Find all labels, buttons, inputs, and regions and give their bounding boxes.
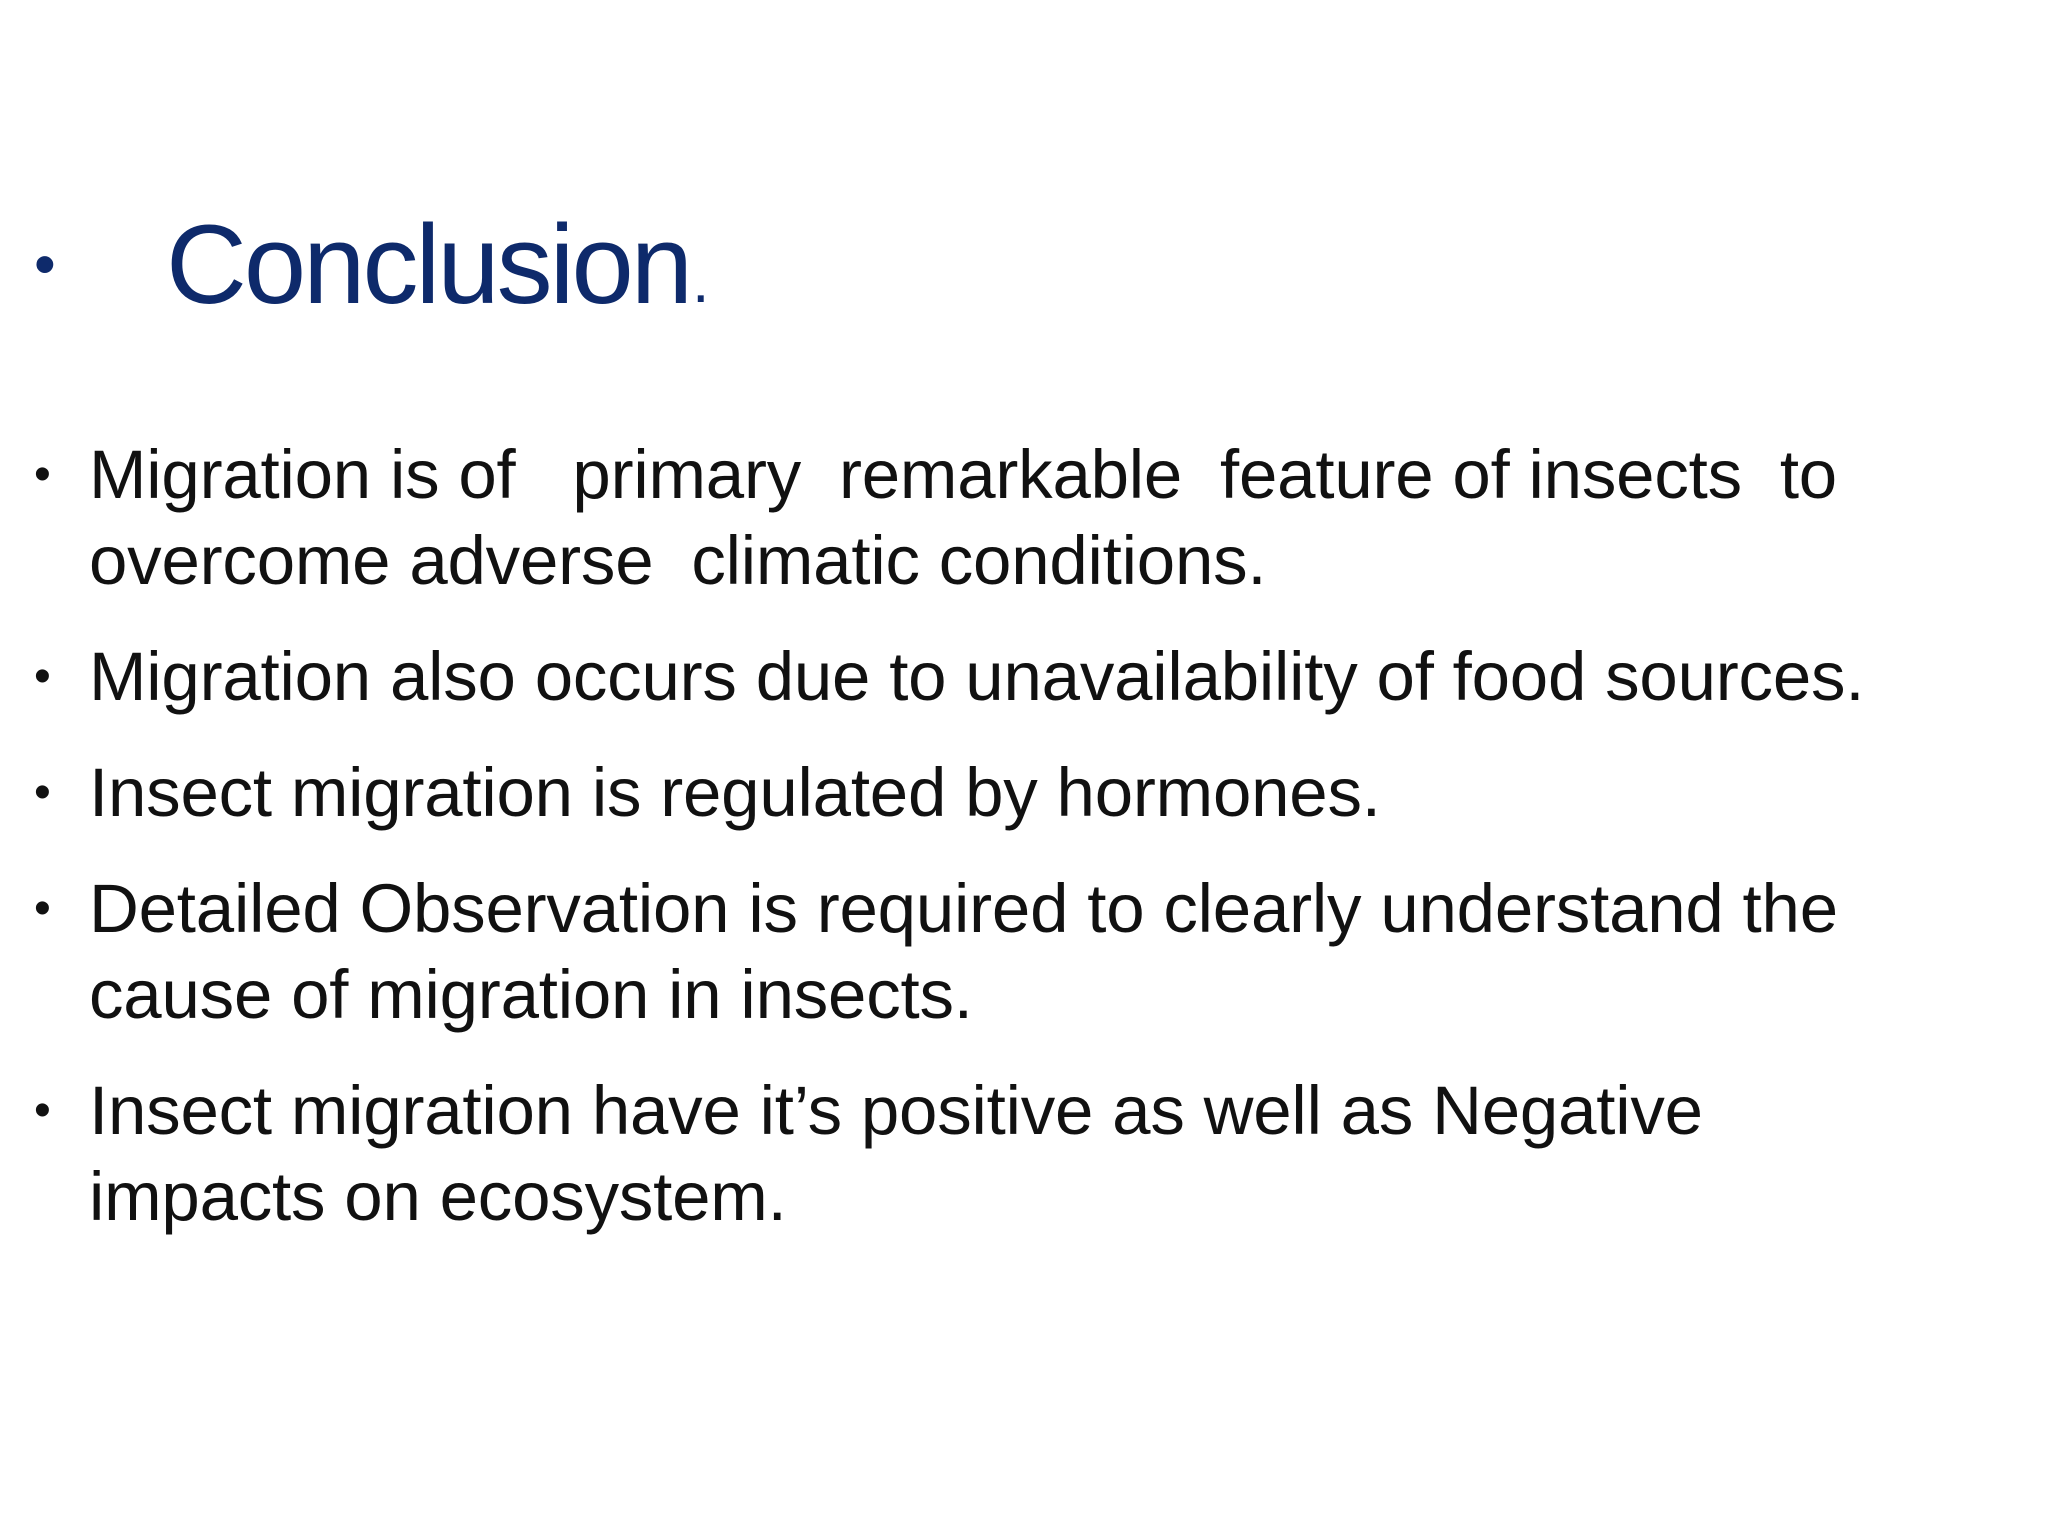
bullet-marker: • (34, 448, 51, 501)
bullet-item-4 (34, 866, 2024, 1038)
slide-title (34, 195, 709, 335)
bullet-text: Detailed Observation is required to clearly understand the cause of migration in insects. (89, 870, 1838, 1033)
bullet-item-1 (34, 432, 2024, 604)
bullet-list (34, 432, 2024, 1270)
bullet-item-2 (34, 634, 2024, 720)
bullet-text: Migration also occurs due to unavailability of food sources. (89, 638, 1865, 715)
bullet-marker: • (34, 650, 51, 703)
bullet-marker: • (34, 1084, 51, 1137)
bullet-text: Migration is of primary remarkable feature of insects to overcome adverse climatic conditions. (89, 436, 1837, 599)
title-bullet: • (34, 230, 56, 299)
title-text: Conclusion (166, 202, 691, 327)
bullet-text: Insect migration is regulated by hormones. (89, 754, 1381, 831)
bullet-item-3 (34, 750, 2024, 836)
bullet-item-5 (34, 1068, 2024, 1240)
bullet-marker: • (34, 766, 51, 819)
bullet-marker: • (34, 882, 51, 935)
title-period: . (692, 247, 710, 316)
bullet-text: Insect migration have it’s positive as well as Negative impacts on ecosystem. (89, 1072, 1703, 1235)
